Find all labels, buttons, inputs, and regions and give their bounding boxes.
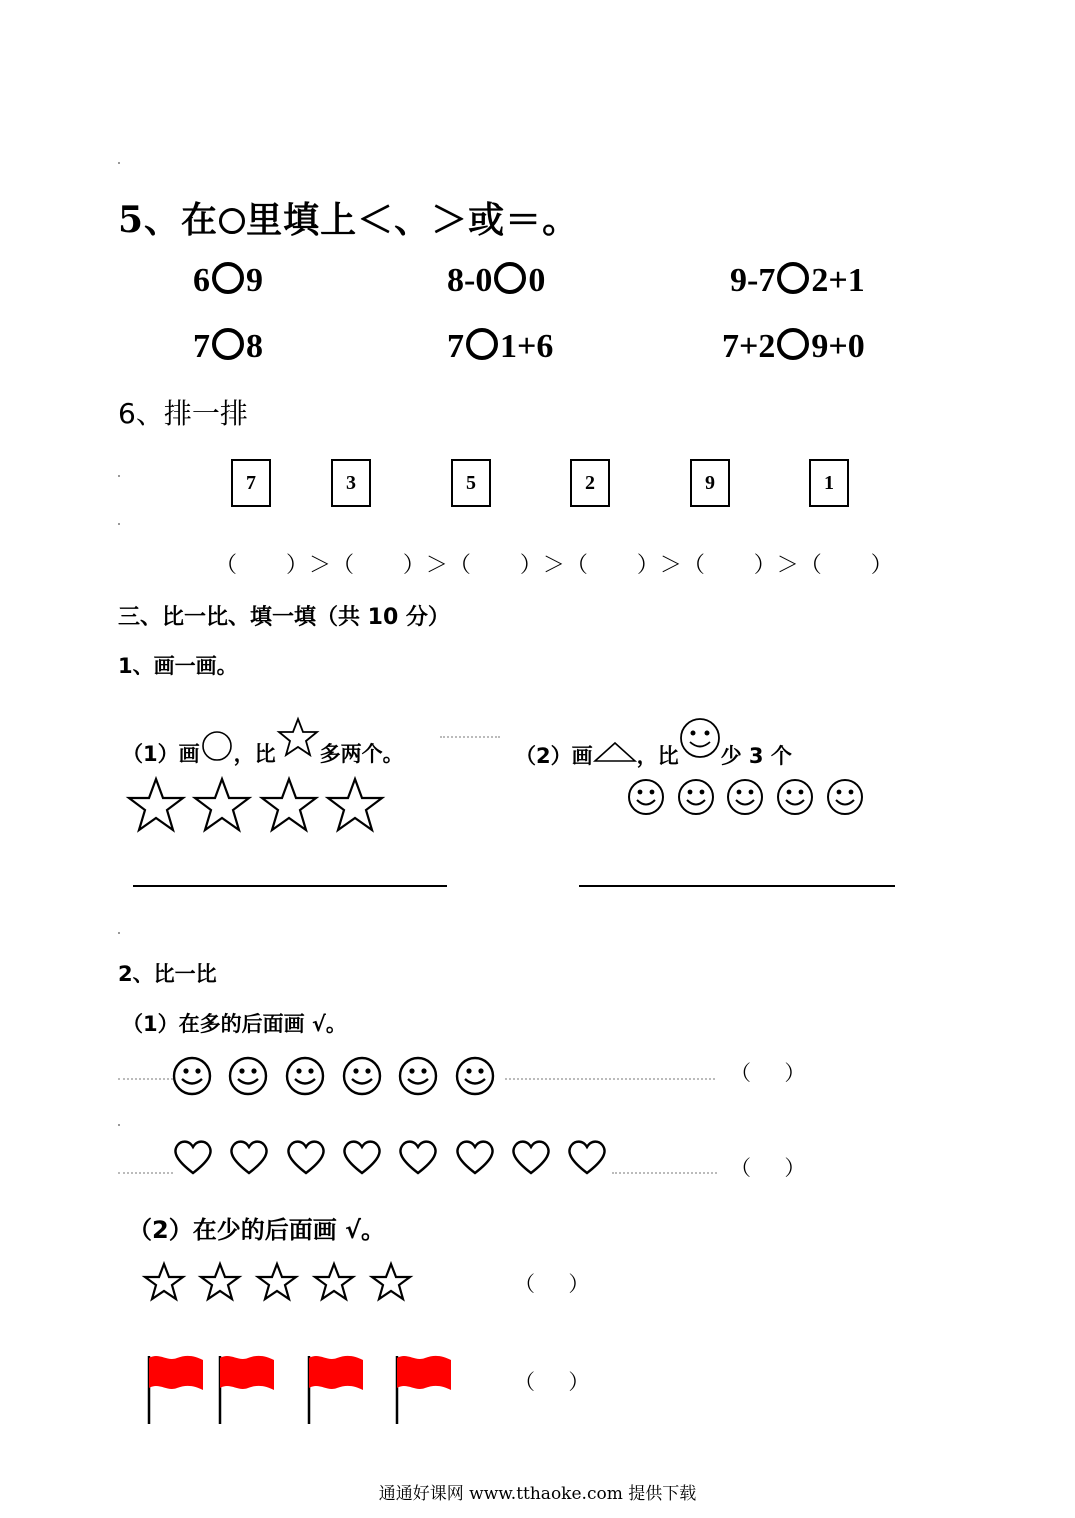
scan-dot xyxy=(118,475,120,477)
answer-line-circles[interactable] xyxy=(133,885,447,887)
compare-expression xyxy=(447,262,545,300)
instr-text: ，比 xyxy=(233,742,276,766)
scan-dot xyxy=(118,523,120,525)
compare-expression xyxy=(730,262,865,300)
heart-icon xyxy=(513,1142,548,1173)
order-answer-line[interactable]: （ ）＞（ ）＞（ ）＞（ ）＞（ ）＞（ ） xyxy=(215,553,894,578)
heart-icon xyxy=(288,1142,323,1173)
part1-title: 1、画一画。 xyxy=(118,654,238,678)
answer-line-triangles[interactable] xyxy=(579,885,895,887)
smiley-icon xyxy=(174,1058,210,1094)
q6-title: 6、排一排 xyxy=(118,397,248,430)
heart-row xyxy=(172,1138,612,1178)
expr-right: 8 xyxy=(246,328,263,365)
answer-paren-hearts[interactable]: （ ） xyxy=(730,1156,806,1180)
scan-dot xyxy=(118,1124,120,1126)
star-icon xyxy=(195,779,249,830)
footer-credit: 通通好课网 www.tthaoke.com 提供下载 xyxy=(378,1484,697,1504)
smiley-icon xyxy=(344,1058,380,1094)
draw-instruction-1 xyxy=(122,717,404,768)
scan-dot xyxy=(118,162,120,164)
flag-icon xyxy=(149,1356,203,1424)
smiley-icon xyxy=(778,780,812,814)
number-card: 9 xyxy=(690,459,730,507)
q5-title-suffix: 里填上＜、＞或＝。 xyxy=(246,199,580,241)
dotted-leader xyxy=(440,736,500,738)
expr-left: 9-7 xyxy=(730,262,776,299)
blank-circle[interactable] xyxy=(212,328,244,360)
heart-icon xyxy=(344,1142,379,1173)
expr-right: 2+1 xyxy=(811,262,865,299)
smiley-icon xyxy=(679,780,713,814)
heart-icon xyxy=(457,1142,492,1173)
expr-right: 1+6 xyxy=(500,328,554,365)
dotted-leader xyxy=(118,1172,173,1174)
star-icon xyxy=(328,779,382,830)
star-row-large xyxy=(127,776,389,834)
expr-left: 7 xyxy=(193,328,210,365)
smiley-icon xyxy=(679,717,721,759)
blank-circle[interactable] xyxy=(494,262,526,294)
instr-text: （2）画 xyxy=(515,744,593,768)
smiley-icon xyxy=(400,1058,436,1094)
scan-dot xyxy=(118,932,120,934)
smiley-icon xyxy=(629,780,663,814)
dotted-leader xyxy=(118,1078,173,1080)
star-icon xyxy=(276,717,320,757)
instr-text: ，比 xyxy=(636,744,679,768)
flag-icon xyxy=(397,1356,451,1424)
expr-left: 8-0 xyxy=(447,262,493,299)
q5-title xyxy=(118,192,579,243)
part2-title: 2、比一比 xyxy=(118,962,217,986)
number-card: 2 xyxy=(570,459,610,507)
answer-paren-smileys[interactable]: （ ） xyxy=(730,1061,806,1085)
flag-row xyxy=(145,1352,455,1427)
answer-paren-stars[interactable]: （ ） xyxy=(514,1272,590,1296)
expr-left: 7 xyxy=(447,328,464,365)
part2-instruction-1: （1）在多的后面画 √。 xyxy=(122,1012,347,1036)
compare-expression xyxy=(193,262,263,300)
smiley-icon xyxy=(728,780,762,814)
star-icon xyxy=(258,1264,296,1299)
star-icon xyxy=(315,1264,353,1299)
part2-instruction-2: （2）在少的后面画 √。 xyxy=(128,1216,386,1244)
star-icon xyxy=(145,1264,183,1299)
section3-title: 三、比一比、填一填（共 10 分） xyxy=(118,605,450,630)
flag-icon xyxy=(309,1356,363,1424)
draw-instruction-2 xyxy=(515,717,792,770)
expr-right: 9 xyxy=(246,262,263,299)
heart-icon xyxy=(400,1142,435,1173)
expr-right: 9+0 xyxy=(811,328,865,365)
dotted-leader xyxy=(612,1172,717,1174)
blank-circle[interactable] xyxy=(466,328,498,360)
number-card: 3 xyxy=(331,459,371,507)
dotted-leader xyxy=(505,1078,715,1080)
blank-circle[interactable] xyxy=(777,328,809,360)
heart-icon xyxy=(569,1142,604,1173)
smiley-icon xyxy=(828,780,862,814)
flag-icon xyxy=(220,1356,274,1424)
star-icon xyxy=(201,1264,239,1299)
compare-expression xyxy=(722,328,865,366)
expr-left: 7+2 xyxy=(722,328,776,365)
circle-icon xyxy=(200,731,234,763)
smiley-icon xyxy=(230,1058,266,1094)
blank-circle[interactable] xyxy=(777,262,809,294)
smiley-row-compare xyxy=(172,1056,498,1096)
star-row-small xyxy=(143,1262,415,1302)
q5-title-prefix: 5、在 xyxy=(118,199,219,241)
star-icon xyxy=(372,1264,410,1299)
expr-right: 0 xyxy=(528,262,546,299)
instr-text: 多两个。 xyxy=(319,742,404,766)
circle-icon xyxy=(219,208,245,234)
star-icon xyxy=(262,779,316,830)
triangle-icon xyxy=(593,741,637,763)
blank-circle[interactable] xyxy=(212,262,244,294)
instr-text: 少 3 个 xyxy=(720,744,792,768)
smiley-row xyxy=(627,778,865,818)
compare-expression xyxy=(447,328,553,366)
number-card: 5 xyxy=(451,459,491,507)
smiley-icon xyxy=(287,1058,323,1094)
heart-icon xyxy=(175,1142,210,1173)
instr-text: （1）画 xyxy=(122,742,200,766)
number-card: 1 xyxy=(809,459,849,507)
heart-icon xyxy=(231,1142,266,1173)
smiley-icon xyxy=(457,1058,493,1094)
star-icon xyxy=(129,779,183,830)
number-card: 7 xyxy=(231,459,271,507)
expr-left: 6 xyxy=(193,262,210,299)
compare-expression xyxy=(193,328,263,366)
answer-paren-flags[interactable]: （ ） xyxy=(514,1370,590,1394)
